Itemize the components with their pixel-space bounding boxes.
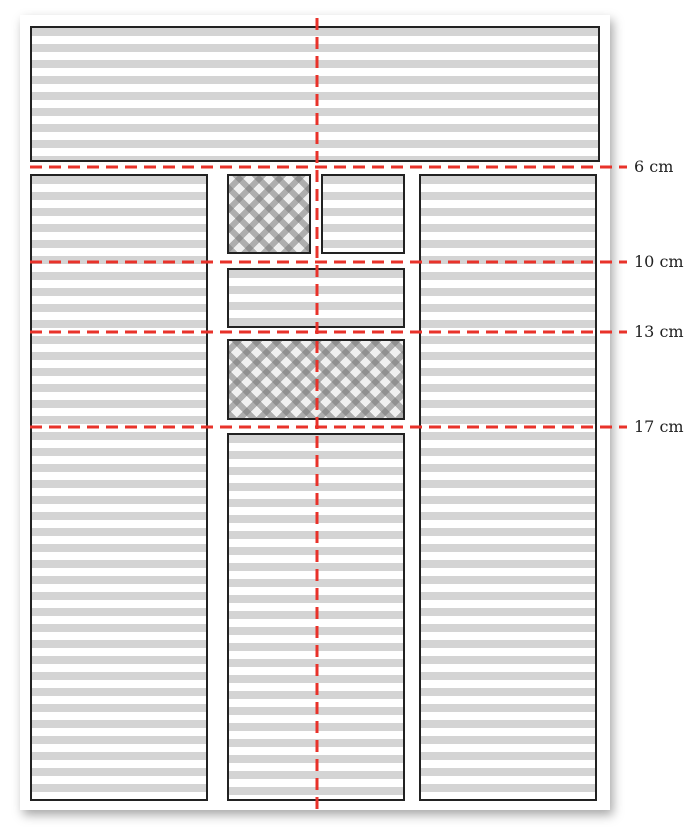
guide-label-13cm: 13 cm [634, 322, 684, 341]
middle-bottom-text-block [227, 433, 405, 801]
guide-label-17cm: 17 cm [634, 417, 684, 436]
right-column-text-block [419, 174, 597, 801]
guide-label-6cm: 6 cm [634, 157, 674, 176]
guide-label-10cm: 10 cm [634, 252, 684, 271]
header-text-block [30, 26, 600, 162]
left-column-text-block [30, 174, 208, 801]
middle-narrow-text-block [227, 268, 405, 328]
page-sheet [20, 15, 610, 810]
middle-small-text-block [321, 174, 405, 254]
middle-wide-image-block [227, 339, 405, 420]
middle-small-image-block [227, 174, 311, 254]
